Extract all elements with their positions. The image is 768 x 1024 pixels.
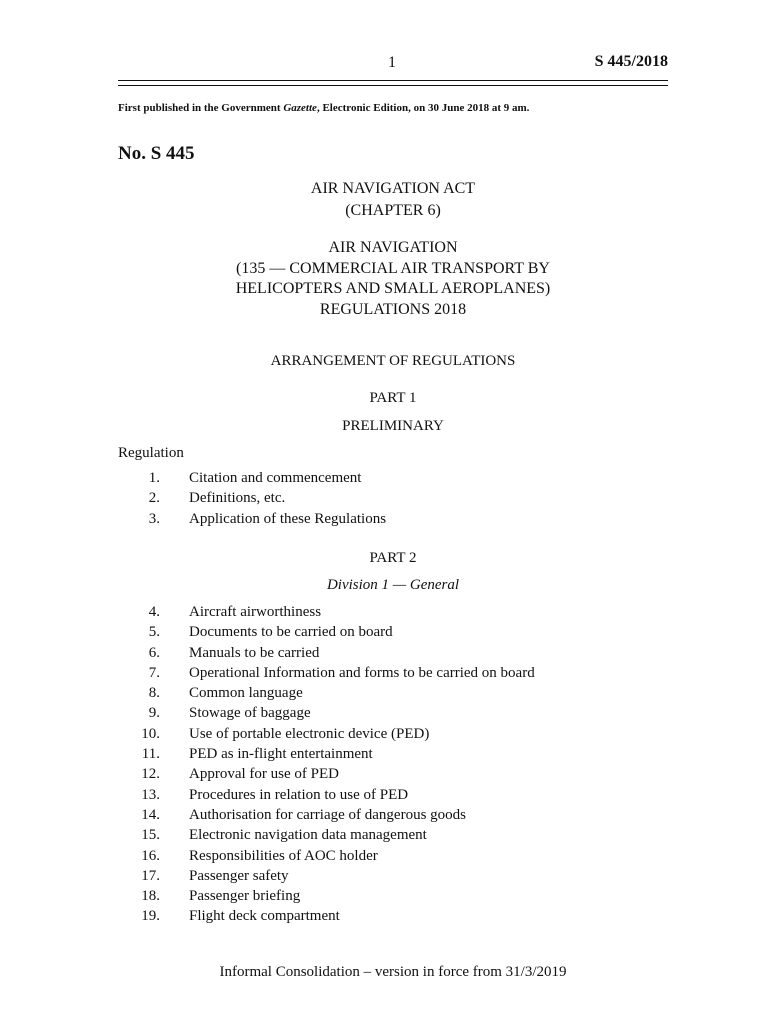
toc-entry-title: Definitions, etc.: [189, 490, 286, 507]
toc-entry: [118, 825, 668, 845]
toc-entry-title: Application of these Regulations: [189, 510, 387, 527]
toc-entry-title: Authorisation for carriage of dangerous goods: [189, 806, 467, 823]
regulations-title-line: REGULATIONS 2018: [319, 300, 467, 318]
toc-entry: [118, 764, 668, 784]
toc-entry-title: Manuals to be carried: [189, 644, 320, 661]
toc-entry: [118, 622, 668, 642]
toc-entry: [118, 509, 668, 529]
toc-entry-number: 9.: [148, 705, 160, 722]
toc-entry-title: Electronic navigation data management: [189, 827, 427, 844]
toc-entry-number: 1.: [148, 470, 160, 486]
regulations-title: [118, 238, 668, 320]
toc-entry-number: 10.: [141, 725, 160, 742]
toc-entry-number: 16.: [141, 847, 160, 864]
toc-entry-number: 12.: [141, 766, 160, 783]
toc-entry: [118, 866, 668, 886]
toc-entry: [118, 846, 668, 866]
division-heading: Division 1 — General: [326, 577, 460, 593]
publication-prefix: First published in the Government: [118, 102, 284, 114]
toc-entry: [118, 785, 668, 805]
toc-entry-number: 13.: [141, 786, 160, 803]
toc-entry-number: 11.: [141, 746, 160, 763]
toc-entry-title: Procedures in relation to use of PED: [189, 786, 409, 803]
toc-entry: [118, 488, 668, 508]
toc-entry-title: Citation and commencement: [189, 470, 362, 486]
toc-entry: [118, 906, 668, 926]
toc-entry-title: Passenger briefing: [189, 888, 301, 905]
publication-gazette-word: Gazette: [283, 102, 317, 114]
toc-entry-title: Documents to be carried on board: [189, 624, 393, 641]
regulations-title-line: HELICOPTERS AND SMALL AEROPLANES): [235, 280, 551, 297]
toc-entry-number: 5.: [148, 624, 160, 641]
regulations-title-line: (135 — COMMERCIAL AIR TRANSPORT BY: [236, 259, 550, 277]
header-rule-top: [118, 80, 668, 81]
toc-entry: [118, 663, 668, 683]
arrangement-heading: ARRANGEMENT OF REGULATIONS: [270, 353, 516, 369]
gazette-number: S 445/2018: [594, 53, 668, 70]
toc-entry-title: Responsibilities of AOC holder: [189, 847, 378, 864]
toc-entry: [118, 886, 668, 906]
toc-entry-title: Stowage of baggage: [189, 705, 311, 722]
regulations-title-line: AIR NAVIGATION: [328, 239, 458, 256]
part1-heading: PRELIMINARY: [342, 418, 444, 434]
toc-entry-title: PED as in-flight entertainment: [189, 746, 373, 763]
toc-entry-number: 3.: [148, 510, 160, 527]
toc-entry-title: Approval for use of PED: [189, 766, 339, 783]
toc-entry-title: Aircraft airworthiness: [189, 604, 322, 620]
toc-entry-title: Flight deck compartment: [189, 908, 340, 925]
toc-entry-number: 14.: [141, 806, 160, 823]
toc-entry: [118, 805, 668, 825]
toc-entry-number: 8.: [148, 685, 160, 702]
toc-entry-title: Operational Information and forms to be carried on board: [189, 664, 535, 681]
toc-entry-number: 18.: [141, 888, 160, 905]
toc-entry-number: 19.: [141, 908, 160, 925]
toc-entry-number: 17.: [141, 867, 160, 884]
part2-label: PART 2: [369, 550, 417, 566]
publication-line: [118, 102, 529, 114]
toc-entry-title: Passenger safety: [189, 867, 289, 884]
toc-entry-number: 4.: [148, 604, 160, 620]
toc-entry-number: 6.: [148, 644, 160, 661]
toc-entry-number: 7.: [148, 664, 160, 681]
regulation-column-label: Regulation: [118, 445, 184, 461]
act-name: AIR NAVIGATION ACT: [310, 180, 476, 197]
header-rule-bottom: [118, 85, 668, 86]
notice-number: No. S 445: [118, 143, 195, 164]
page-number: 1: [388, 54, 396, 71]
toc-entry-number: 2.: [148, 490, 160, 507]
toc-entry: [118, 683, 668, 703]
toc-entry: [118, 744, 668, 764]
toc-entry-number: 15.: [141, 827, 160, 844]
toc-entry: [118, 468, 668, 488]
toc-entry: [118, 724, 668, 744]
toc-entry: [118, 643, 668, 663]
toc-entry-title: Use of portable electronic device (PED): [189, 725, 430, 742]
footer-consolidation-note: Informal Consolidation – version in force from 31/3/2019: [219, 964, 567, 980]
toc-entry: [118, 602, 668, 622]
part2-toc-list: [118, 602, 668, 927]
act-chapter: (CHAPTER 6): [345, 202, 441, 219]
part1-label: PART 1: [369, 390, 417, 406]
publication-suffix: , Electronic Edition, on 30 June 2018 at 9 am.: [316, 102, 530, 114]
part1-toc-list: [118, 468, 668, 529]
toc-entry: [118, 703, 668, 723]
toc-entry-title: Common language: [189, 685, 303, 702]
